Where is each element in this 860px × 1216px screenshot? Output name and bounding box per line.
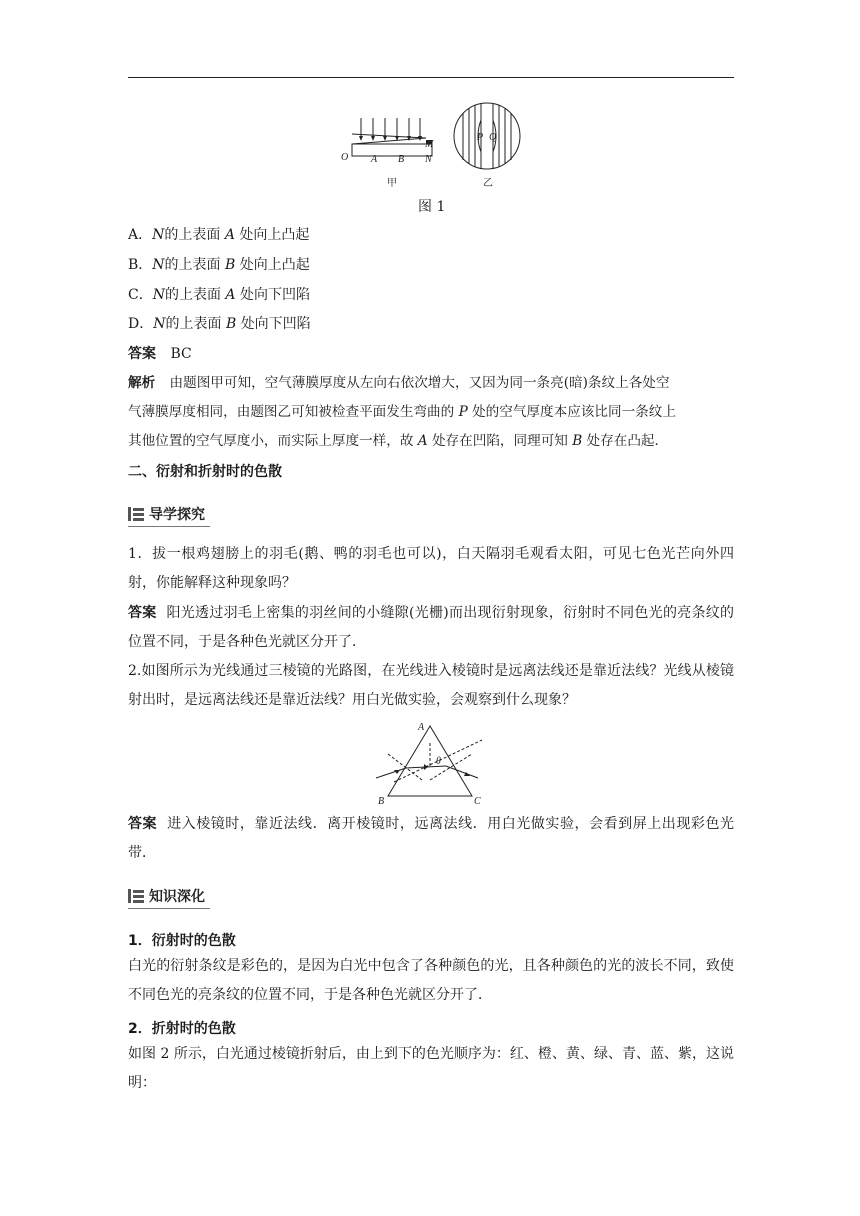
question1-answer: 答案 阳光透过羽毛上密集的羽丝间的小缝隙(光栅)而出现衍射现象，衍射时不同色光的亮条纹的位置不同，于是各种色光就区分开了． bbox=[128, 605, 735, 650]
k1-text: 白光的衍射条纹是彩色的，是因为白光中包含了各种颜色的光，且各种颜色的光的波长不同，致使不同色光的亮条纹的位置不同，于是各种色光就区分开了． bbox=[128, 958, 734, 1003]
banner2-title: 知识深化 bbox=[149, 889, 205, 905]
label-jia: 甲 bbox=[387, 178, 397, 189]
label-b: B bbox=[398, 154, 405, 165]
k2-title: 2．折射时的色散 bbox=[128, 1021, 236, 1037]
answer1: 答案 BC bbox=[128, 346, 192, 362]
analysis-line1: 解析 由题图甲可知，空气薄膜厚度从左向右依次增大，又因为同一条亮(暗)条纹上各处空 bbox=[128, 375, 670, 391]
banner1-underline bbox=[128, 526, 210, 527]
banner2-underline bbox=[128, 908, 210, 909]
question1: 1．拔一根鸡翅膀上的羽毛(鹅、鸭的羽毛也可以)，白天隔羽毛观看太阳，可见七色光芒向外四射，你能解释这种现象吗？ bbox=[128, 546, 734, 591]
section-bars-icon bbox=[128, 889, 144, 903]
label-n: N bbox=[425, 154, 432, 165]
banner-guided-inquiry bbox=[128, 503, 205, 525]
k1-title: 1．衍射时的色散 bbox=[128, 933, 236, 949]
question2: 2.如图所示为光线通过三棱镜的光路图，在光线进入棱镜时是远离法线还是靠近法线？光线从棱镜射出时，是远离法线还是靠近法线？用白光做实验，会观察到什么现象？ bbox=[128, 663, 734, 708]
figure1-diagram bbox=[335, 100, 535, 192]
section2-title: 二、衍射和折射时的色散 bbox=[128, 464, 282, 480]
label-m: M bbox=[425, 139, 434, 150]
analysis-line3: 其他位置的空气厚度小，而实际上厚度一样，故 A 处存在凹陷，同理可知 B 处存在凸起． bbox=[128, 433, 669, 449]
label-p: P bbox=[477, 132, 484, 143]
option-d: D．N的上表面 B 处向下凹陷 bbox=[128, 316, 311, 332]
label-yi: 乙 bbox=[483, 178, 493, 189]
k2-text: 如图 2 所示，白光通过棱镜折射后，由上到下的色光顺序为：红、橙、黄、绿、青、蓝、紫，这说明： bbox=[128, 1046, 734, 1091]
label-o: O bbox=[341, 152, 349, 163]
header-rule bbox=[128, 77, 734, 78]
label-a: A bbox=[371, 154, 378, 165]
prism-label-c: C bbox=[474, 796, 481, 807]
prism-label-b: B bbox=[378, 796, 385, 807]
prism-label-theta: θ bbox=[436, 756, 441, 767]
section-bars-icon bbox=[128, 507, 144, 521]
option-b: B．N的上表面 B 处向上凸起 bbox=[128, 257, 310, 273]
analysis-line2: 气薄膜厚度相同，由题图乙可知被检查平面发生弯曲的 P 处的空气厚度本应该比同一条纹上 bbox=[128, 404, 676, 420]
question2-answer: 答案 进入棱镜时，靠近法线．离开棱镜时，远离法线．用白光做实验，会看到屏上出现彩色光带． bbox=[128, 816, 735, 861]
option-a: A．N的上表面 A 处向上凸起 bbox=[128, 227, 310, 243]
option-c: C．N的上表面 A 处向下凹陷 bbox=[128, 287, 310, 303]
label-q: Q bbox=[489, 132, 497, 143]
banner1-title: 导学探究 bbox=[149, 507, 205, 523]
prism-label-a: A bbox=[418, 722, 425, 733]
prism-diagram bbox=[370, 718, 500, 808]
figure1-caption: 图 1 bbox=[418, 199, 446, 215]
banner-knowledge bbox=[128, 885, 205, 907]
